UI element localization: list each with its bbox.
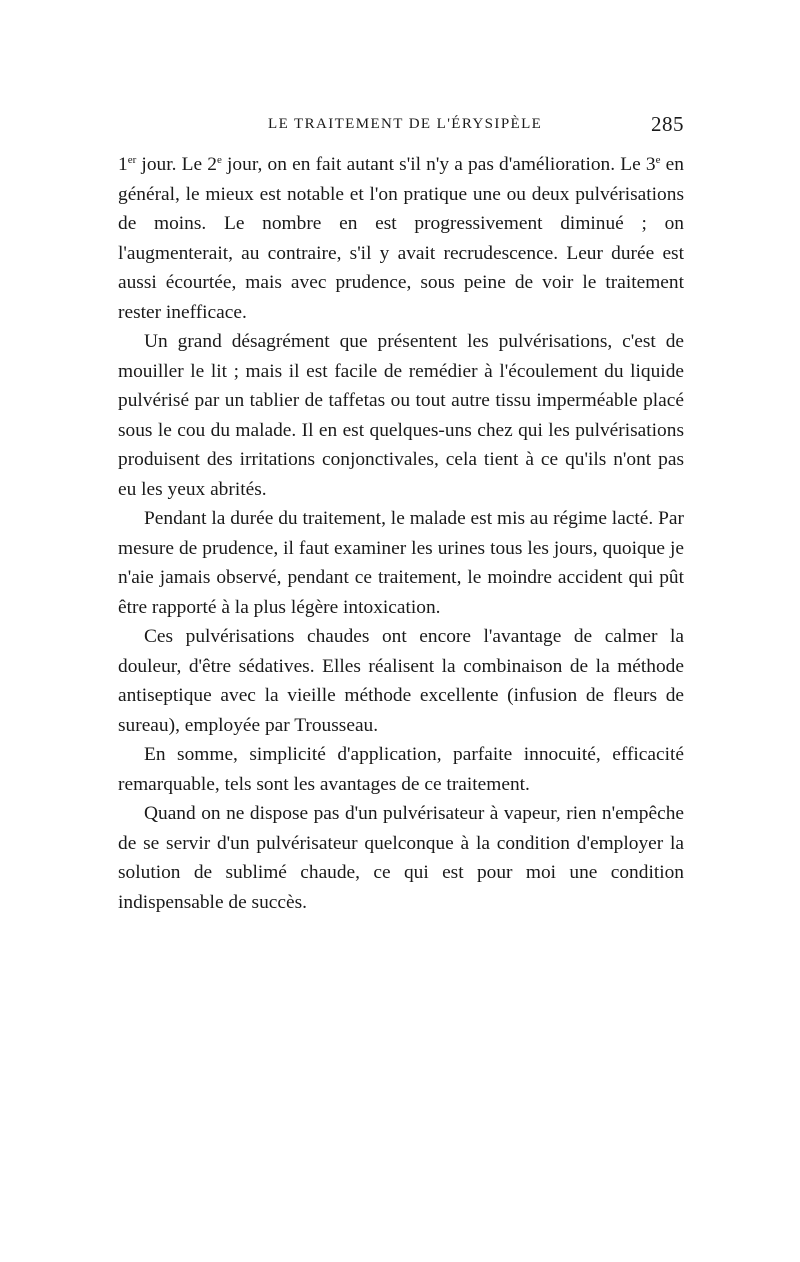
ordinal-first-day-suffix: er (127, 154, 137, 166)
running-title: LE TRAITEMENT DE L'ÉRYSIPÈLE (268, 116, 543, 132)
paragraph-3: Pendant la durée du traitement, le malade est mis au régime lacté. Par mesure de prudence, il faut examiner les urines tous les jours, quoique je n'aie jamais observé, pendant ce traitement, le moindre accident qui pût être rapporté à la plus légère intoxication. (118, 508, 684, 618)
ordinal-second-day: 2 (207, 154, 217, 175)
paragraph-1-text-b: jour, on en fait autant s'il n'y a pas d'amélioration. Le (221, 154, 646, 175)
paragraph-1 (118, 150, 684, 327)
paragraph-4: Ces pulvérisations chaudes ont encore l'avantage de calmer la douleur, d'être sédatives. Elles réalisent la combinaison de la méthode antiseptique avec la vieille méthode excellente (infusion de fleurs de sureau), employée par Trousseau. (118, 626, 684, 736)
ordinal-third-day: 3 (645, 154, 656, 175)
ordinal-third-day-suffix: e (655, 154, 661, 166)
paragraph-2: Un grand désagrément que présentent les pulvérisations, c'est de mouiller le lit ; mais il est facile de remédier à l'écoulement du liquide pulvérisé par un tablier de taffetas ou tout autre tissu imperméable placé sous le cou du malade. Il en est quelques-uns chez qui les pulvérisations produisent des irritations conjonctivales, cela tient à ce qu'ils n'ont pas eu les yeux abrités. (118, 331, 684, 500)
body-text (118, 150, 684, 917)
paragraph-5: En somme, simplicité d'application, parfaite innocuité, efficacité remarquable, tels sont les avantages de ce traitement. (118, 744, 684, 795)
page-number: 285 (651, 112, 684, 136)
paragraph-6: Quand on ne dispose pas d'un pulvérisateur à vapeur, rien n'empêche de se servir d'un pulvérisateur quelconque à la condition d'employer la solution de sublimé chaude, ce qui est pour moi une condition indispensable de succès. (118, 803, 684, 913)
ordinal-second-day-suffix: e (216, 154, 222, 166)
paragraph-1-text-c: en général, le mieux est notable et l'on pratique une ou deux pulvérisations de moins. Le nombre en est progressivement diminué ; on l'augmenterait, au contraire, s'il y avait recrudescence. Leur durée est aussi écourtée, mais avec prudence, sous peine de voir le traitement rester inefficace. (118, 154, 684, 323)
ordinal-first-day: 1 (118, 154, 128, 175)
paragraph-1-text-a: jour. Le (136, 154, 208, 175)
running-head (118, 112, 684, 142)
